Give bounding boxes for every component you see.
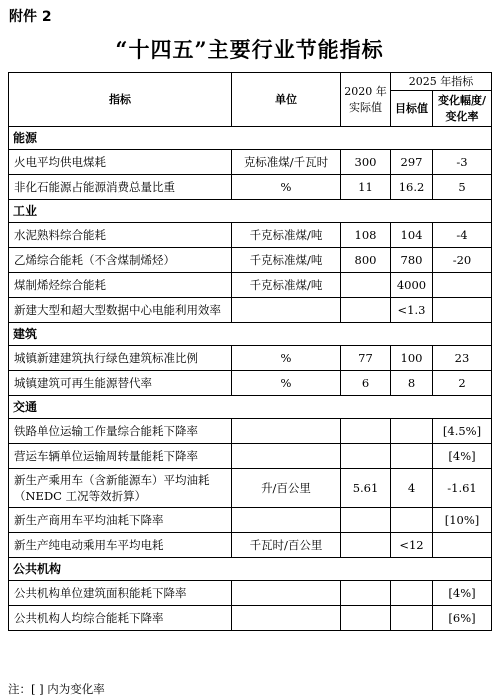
cell-unit [232,508,341,533]
document-title: “十四五”主要行业节能指标 [115,37,384,62]
section-header [9,396,492,419]
cell-target-value: 104 [391,223,433,248]
section-header [9,127,492,150]
cell-change: [6%] [433,606,492,631]
cell-change: [10%] [433,508,492,533]
header-target-value: 目标值 [391,91,433,127]
cell-target-value: <12 [391,533,433,558]
cell-unit [232,419,341,444]
table-row [9,419,492,444]
cell-unit: % [232,371,341,396]
cell-change [433,273,492,298]
cell-indicator: 新建大型和超大型数据中心电能利用效率 [9,298,232,323]
cell-target-value: 780 [391,248,433,273]
cell-2020-actual [341,508,391,533]
cell-target-value [391,444,433,469]
cell-change: [4%] [433,444,492,469]
cell-indicator: 非化石能源占能源消费总量比重 [9,175,232,200]
cell-unit [232,606,341,631]
cell-unit: 千克标准煤/吨 [232,248,341,273]
table-row [9,444,492,469]
cell-target-value: 8 [391,371,433,396]
table-row [9,581,492,606]
cell-change: 23 [433,346,492,371]
cell-2020-actual: 300 [341,150,391,175]
table-row [9,508,492,533]
section-title: 工业 [9,200,492,223]
cell-2020-actual: 11 [341,175,391,200]
cell-change: 2 [433,371,492,396]
cell-target-value: 4 [391,469,433,508]
cell-target-value [391,581,433,606]
header-indicator: 指标 [9,73,232,127]
cell-2020-actual [341,298,391,323]
cell-change [433,298,492,323]
cell-target-value: 16.2 [391,175,433,200]
section-title: 交通 [9,396,492,419]
section-header [9,323,492,346]
table-row [9,248,492,273]
cell-2020-actual: 800 [341,248,391,273]
cell-indicator: 新生产商用车平均油耗下降率 [9,508,232,533]
cell-indicator: 公共机构单位建筑面积能耗下降率 [9,581,232,606]
cell-target-value: 100 [391,346,433,371]
cell-unit [232,581,341,606]
cell-indicator: 城镇新建建筑执行绿色建筑标准比例 [9,346,232,371]
cell-2020-actual: 6 [341,371,391,396]
cell-target-value [391,419,433,444]
header-2025-target: 2025 年指标 [391,73,492,91]
table-row [9,175,492,200]
section-header [9,200,492,223]
cell-2020-actual: 5.61 [341,469,391,508]
section-title: 建筑 [9,323,492,346]
cell-unit: % [232,346,341,371]
cell-target-value: 297 [391,150,433,175]
header-change: 变化幅度/变化率 [433,91,492,127]
cell-unit: 升/百公里 [232,469,341,508]
cell-indicator: 城镇建筑可再生能源替代率 [9,371,232,396]
cell-2020-actual [341,444,391,469]
cell-indicator: 水泥熟料综合能耗 [9,223,232,248]
header-2020-actual: 2020 年实际值 [341,73,391,127]
cell-unit [232,444,341,469]
cell-unit: 克标准煤/千瓦时 [232,150,341,175]
cell-indicator: 营运车辆单位运输周转量能耗下降率 [9,444,232,469]
cell-unit: 千克标准煤/吨 [232,273,341,298]
cell-2020-actual [341,606,391,631]
table-note: 注：[ ] 内为变化率 [8,682,105,696]
cell-indicator: 乙烯综合能耗（不含煤制烯烃） [9,248,232,273]
section-title: 能源 [9,127,492,150]
table-body [9,127,492,631]
cell-change: 5 [433,175,492,200]
table-row [9,150,492,175]
cell-indicator: 公共机构人均综合能耗下降率 [9,606,232,631]
cell-change: -20 [433,248,492,273]
table-row [9,298,492,323]
cell-indicator: 铁路单位运输工作量综合能耗下降率 [9,419,232,444]
cell-unit: 千瓦时/百公里 [232,533,341,558]
cell-unit: % [232,175,341,200]
table-row [9,469,492,508]
cell-2020-actual [341,533,391,558]
indicator-table [8,72,492,631]
cell-change [433,533,492,558]
cell-2020-actual: 108 [341,223,391,248]
cell-unit: 千克标准煤/吨 [232,223,341,248]
cell-change: -4 [433,223,492,248]
cell-target-value: 4000 [391,273,433,298]
cell-indicator: 火电平均供电煤耗 [9,150,232,175]
cell-unit [232,298,341,323]
table-row [9,371,492,396]
section-title: 公共机构 [9,558,492,581]
cell-indicator: 新生产乘用车（含新能源车）平均油耗（NEDC 工况等效折算） [9,469,232,508]
cell-target-value: <1.3 [391,298,433,323]
table-row [9,346,492,371]
table-row [9,606,492,631]
cell-indicator: 煤制烯烃综合能耗 [9,273,232,298]
table-row [9,273,492,298]
cell-2020-actual [341,273,391,298]
attachment-label: 附件 2 [9,9,52,25]
cell-target-value [391,606,433,631]
cell-indicator: 新生产纯电动乘用车平均电耗 [9,533,232,558]
table-row [9,223,492,248]
cell-target-value [391,508,433,533]
cell-change: -1.61 [433,469,492,508]
table-row [9,533,492,558]
cell-change: [4.5%] [433,419,492,444]
cell-2020-actual [341,581,391,606]
cell-change: -3 [433,150,492,175]
cell-2020-actual [341,419,391,444]
cell-2020-actual: 77 [341,346,391,371]
header-unit: 单位 [232,73,341,127]
cell-change: [4%] [433,581,492,606]
section-header [9,558,492,581]
